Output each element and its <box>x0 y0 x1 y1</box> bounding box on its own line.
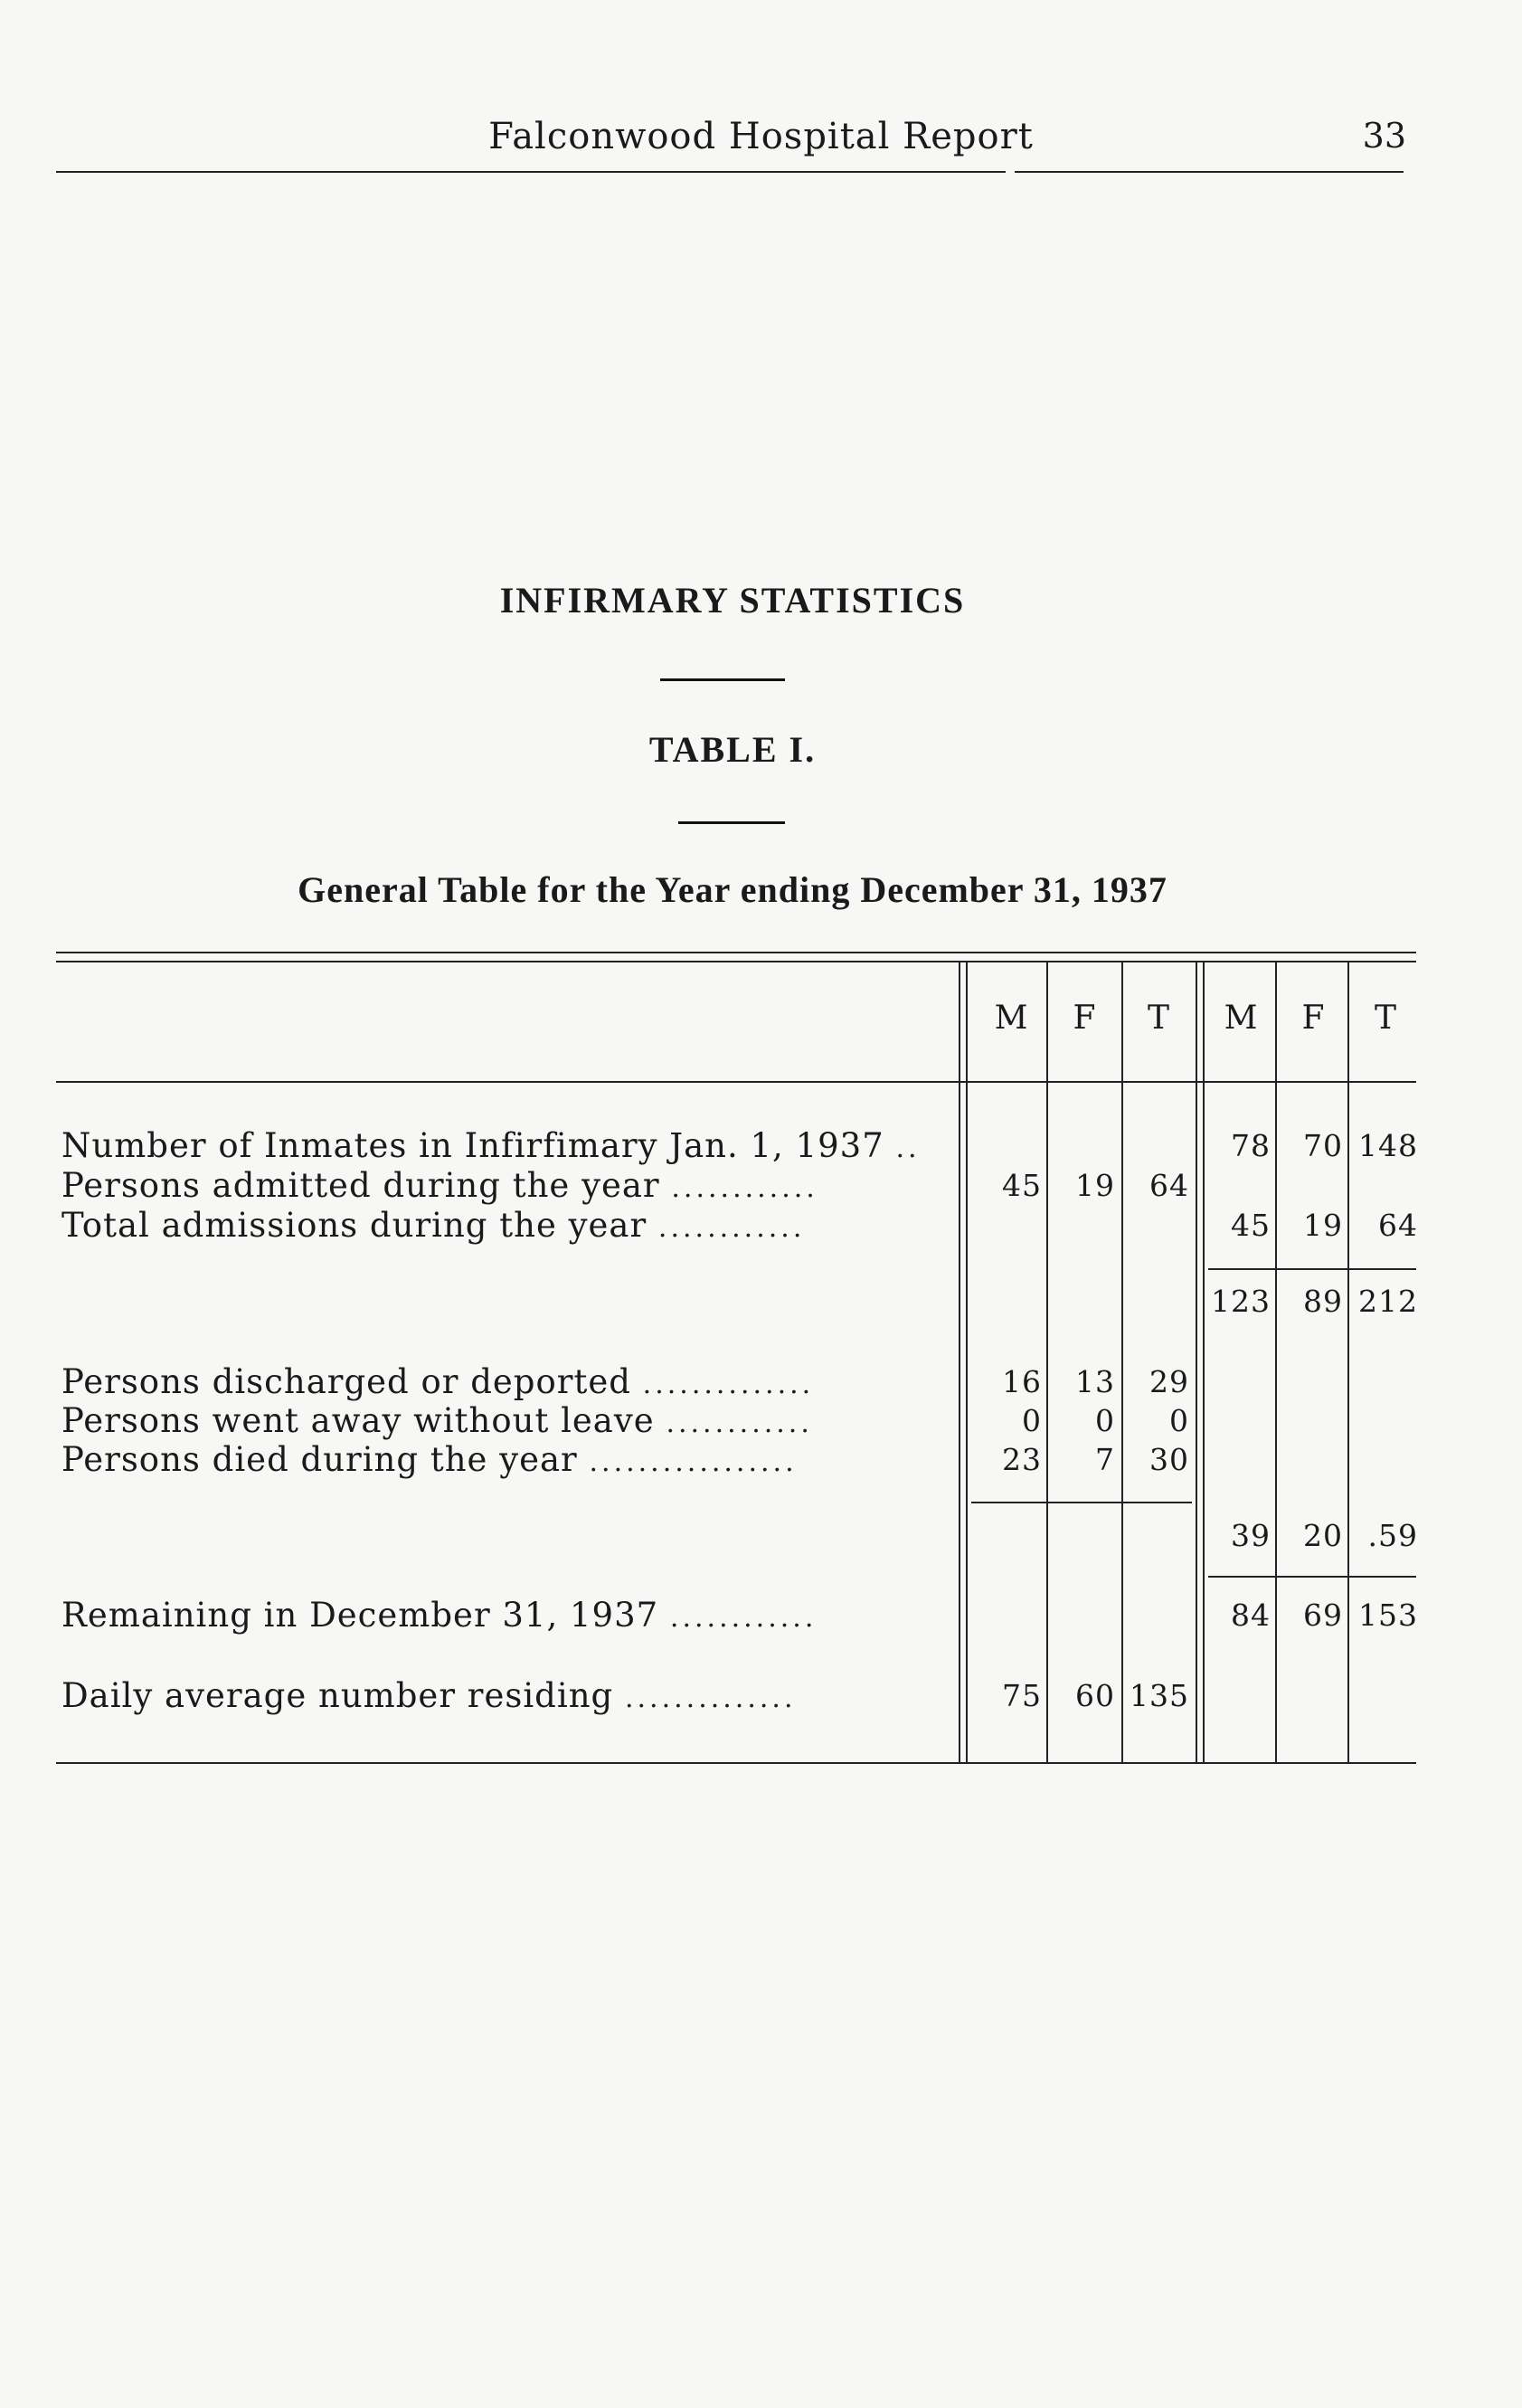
column-header-t: T <box>1374 1000 1396 1037</box>
row-label: Daily average number residing .............. <box>61 1676 797 1715</box>
column-rule <box>959 961 960 1762</box>
table-top-rule <box>56 952 1416 953</box>
row-label: Remaining in December 31, 1937 ............ <box>61 1596 818 1635</box>
cell: 0 <box>1022 1403 1042 1438</box>
row-label: Persons died during the year ................. <box>61 1440 798 1479</box>
cell: 0 <box>1169 1403 1189 1438</box>
column-rule <box>1347 961 1349 1762</box>
header-rule <box>1015 171 1404 173</box>
cell: 45 <box>1231 1208 1271 1243</box>
cell: 212 <box>1358 1284 1418 1319</box>
column-rule <box>1121 961 1123 1762</box>
cell: 30 <box>1149 1442 1189 1477</box>
cell: 0 <box>1095 1403 1115 1438</box>
cell: 153 <box>1358 1597 1418 1633</box>
cell: 64 <box>1378 1208 1418 1243</box>
title-divider <box>678 821 785 824</box>
cell: 123 <box>1211 1284 1271 1319</box>
section-title: INFIRMARY STATISTICS <box>499 580 966 621</box>
cell: 148 <box>1358 1128 1418 1163</box>
column-header-f: F <box>1073 1000 1096 1037</box>
column-rule <box>1196 961 1197 1762</box>
cell: 19 <box>1303 1208 1343 1243</box>
column-rule <box>1203 961 1205 1762</box>
cell: 29 <box>1149 1364 1189 1399</box>
cell: 20 <box>1303 1518 1343 1553</box>
cell: 13 <box>1075 1364 1115 1399</box>
cell: 84 <box>1231 1597 1271 1633</box>
column-rule <box>966 961 968 1762</box>
cell: 7 <box>1095 1442 1115 1477</box>
cell: 23 <box>1002 1442 1042 1477</box>
table-subtitle: General Table for the Year ending December 31, 1937 <box>298 869 1167 910</box>
page-number: 33 <box>1362 116 1406 156</box>
cell: 60 <box>1075 1678 1115 1713</box>
cell: 70 <box>1303 1128 1343 1163</box>
row-label: Persons discharged or deported .............. <box>61 1362 815 1401</box>
sum-rule <box>1208 1576 1416 1578</box>
table-bottom-rule <box>56 1762 1416 1764</box>
cell: 89 <box>1303 1284 1343 1319</box>
column-header-t: T <box>1147 1000 1169 1037</box>
cell: 16 <box>1002 1364 1042 1399</box>
table-title: TABLE I. <box>648 729 817 770</box>
sum-rule <box>971 1502 1192 1503</box>
cell: 69 <box>1303 1597 1343 1633</box>
column-header-m: M <box>994 1000 1028 1037</box>
table-top-rule <box>56 961 1416 962</box>
column-header-m: M <box>1224 1000 1258 1037</box>
title-divider <box>660 678 785 681</box>
column-header-f: F <box>1301 1000 1325 1037</box>
cell: 45 <box>1002 1168 1042 1203</box>
sum-rule <box>1208 1268 1416 1270</box>
row-label: Persons went away without leave ............ <box>61 1401 813 1440</box>
column-rule <box>1275 961 1277 1762</box>
row-label: Persons admitted during the year ............ <box>61 1166 818 1205</box>
cell: 78 <box>1231 1128 1271 1163</box>
cell: .59 <box>1367 1518 1418 1553</box>
cell: 39 <box>1231 1518 1271 1553</box>
cell: 64 <box>1149 1168 1189 1203</box>
header-bottom-rule <box>56 1081 1416 1083</box>
cell: 135 <box>1130 1678 1189 1713</box>
running-title: Falconwood Hospital Report <box>488 116 1034 157</box>
header-rule <box>56 171 1006 173</box>
cell: 75 <box>1002 1678 1042 1713</box>
row-label: Number of Inmates in Infirfimary Jan. 1, 1937 .. <box>61 1126 921 1165</box>
cell: 19 <box>1075 1168 1115 1203</box>
column-rule <box>1046 961 1048 1762</box>
row-label: Total admissions during the year ............ <box>61 1206 806 1245</box>
